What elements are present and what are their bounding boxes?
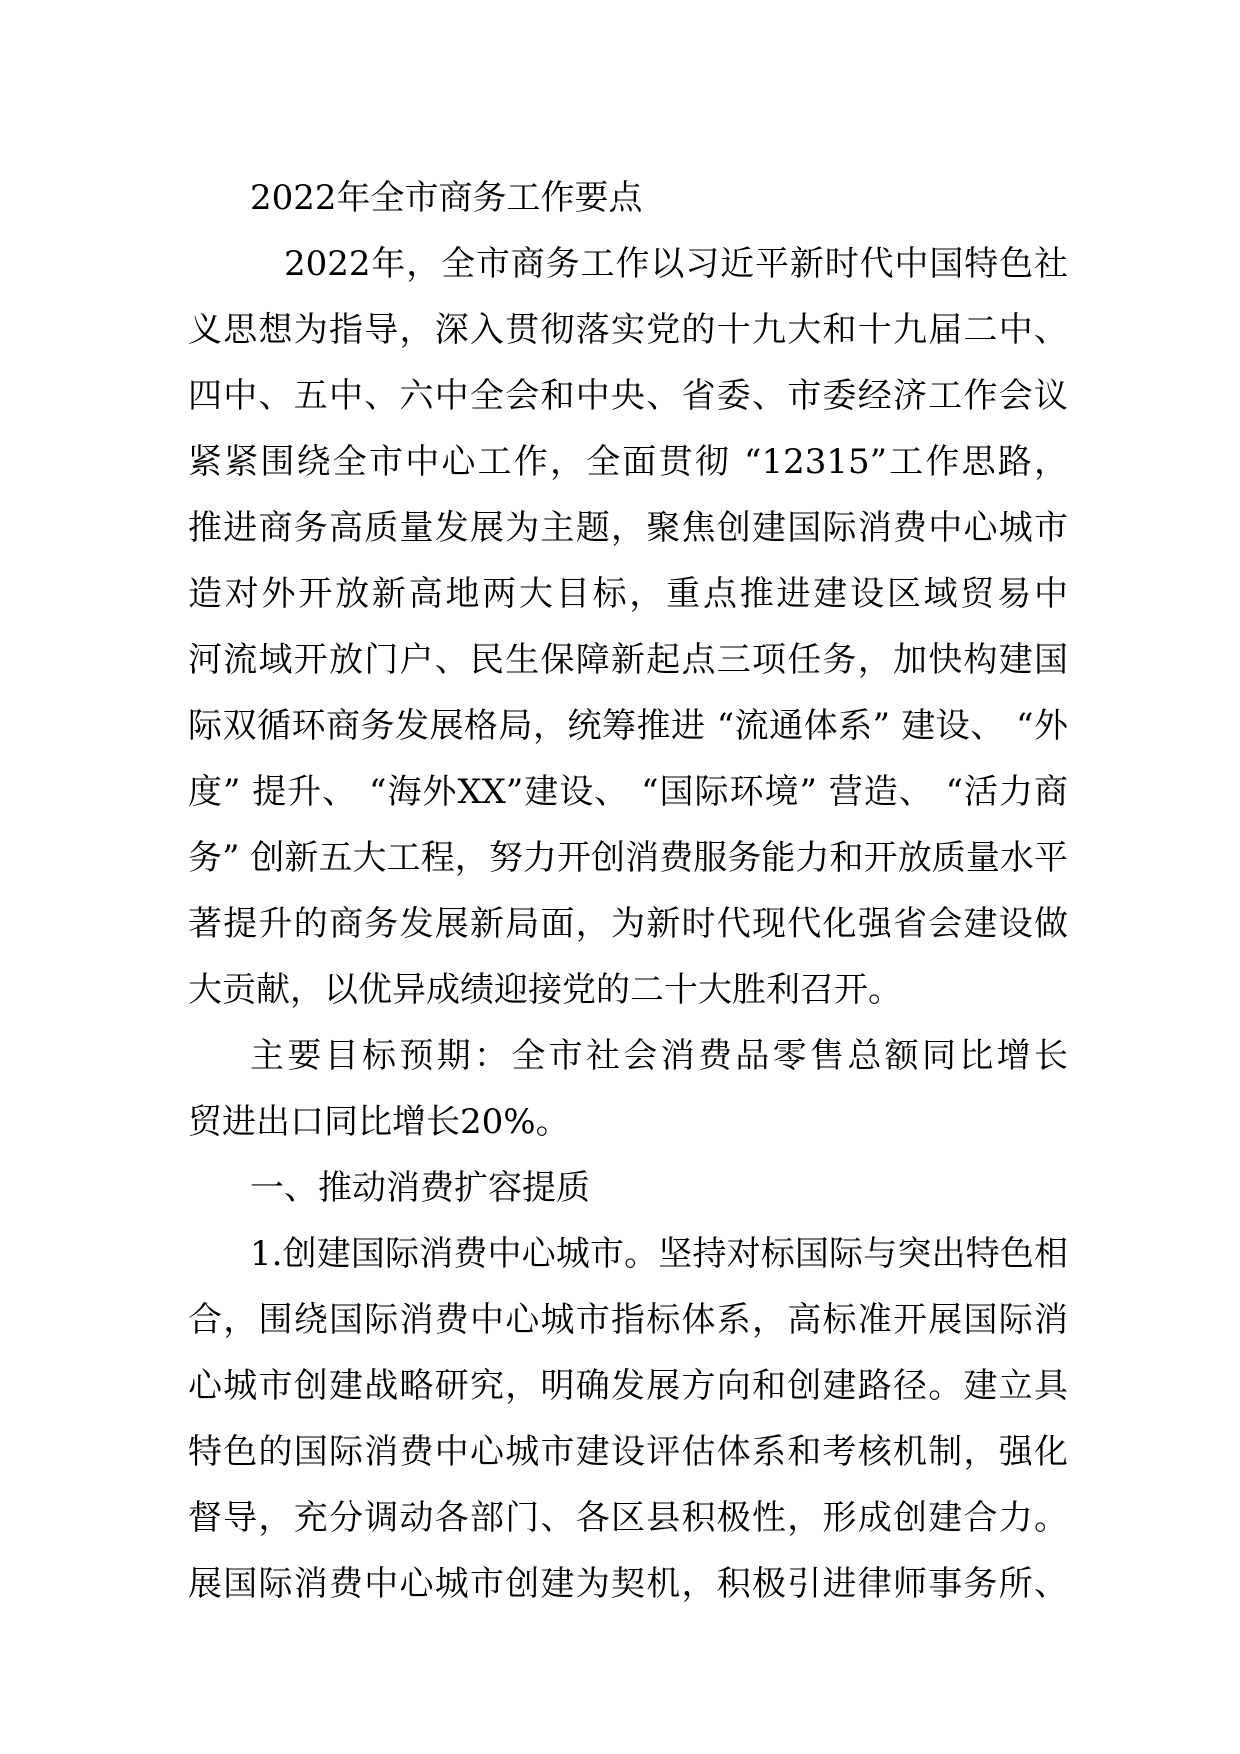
paragraph-line: 度” 提升、 “海外XX”建设、 “国际环境” 营造、 “活力商 (188, 772, 1068, 812)
paragraph-line: 合，围绕国际消费中心城市指标体系，高标准开展国际消 (188, 1300, 1068, 1340)
document-body (188, 165, 1068, 1617)
paragraph-line: 造对外开放新高地两大目标，重点推进建设区域贸易中 (188, 574, 1068, 614)
paragraph-line: 际双循环商务发展格局，统筹推进 “流通体系” 建设、 “外 (188, 706, 1068, 746)
paragraph-line: 贸进出口同比增长20%。 (188, 1102, 570, 1142)
paragraph-line: 大贡献，以优异成绩迎接党的二十大胜利召开。 (188, 970, 902, 1010)
paragraph-line: 展国际消费中心城市创建为契机，积极引进律师事务所、 (188, 1564, 1068, 1604)
paragraph-line: 特色的国际消费中心城市建设评估体系和考核机制，强化 (188, 1432, 1068, 1472)
document-title: 2022年全市商务工作要点 (250, 178, 643, 218)
paragraph-line: 推进商务高质量发展为主题，聚焦创建国际消费中心城市 (188, 508, 1068, 548)
paragraph-line: 务” 创新五大工程，努力开创消费服务能力和开放质量水平 (188, 838, 1068, 878)
paragraph-line: 督导，充分调动各部门、各区县积极性，形成创建合力。 (188, 1498, 1068, 1538)
paragraph-line: 河流域开放门户、民生保障新起点三项任务，加快构建国 (188, 640, 1068, 680)
paragraph-line: 1.创建国际消费中心城市。坚持对标国际与突出特色相 (250, 1234, 1068, 1274)
paragraph-line: 著提升的商务发展新局面，为新时代现代化强省会建设做 (188, 904, 1068, 944)
paragraph-line: 心城市创建战略研究，明确发展方向和创建路径。建立具 (188, 1366, 1068, 1406)
paragraph-line: 主要目标预期：全市社会消费品零售总额同比增长 (250, 1036, 1068, 1076)
paragraph-line: 义思想为指导，深入贯彻落实党的十九大和十九届二中、 (188, 310, 1068, 350)
paragraph-line: 四中、五中、六中全会和中央、省委、市委经济工作会议 (188, 376, 1068, 416)
paragraph-line: 2022年，全市商务工作以习近平新时代中国特色社 (284, 244, 1068, 284)
section-heading: 一、推动消费扩容提质 (250, 1168, 590, 1208)
paragraph-line: 紧紧围绕全市中心工作，全面贯彻 “12315”工作思路， (188, 442, 1068, 482)
